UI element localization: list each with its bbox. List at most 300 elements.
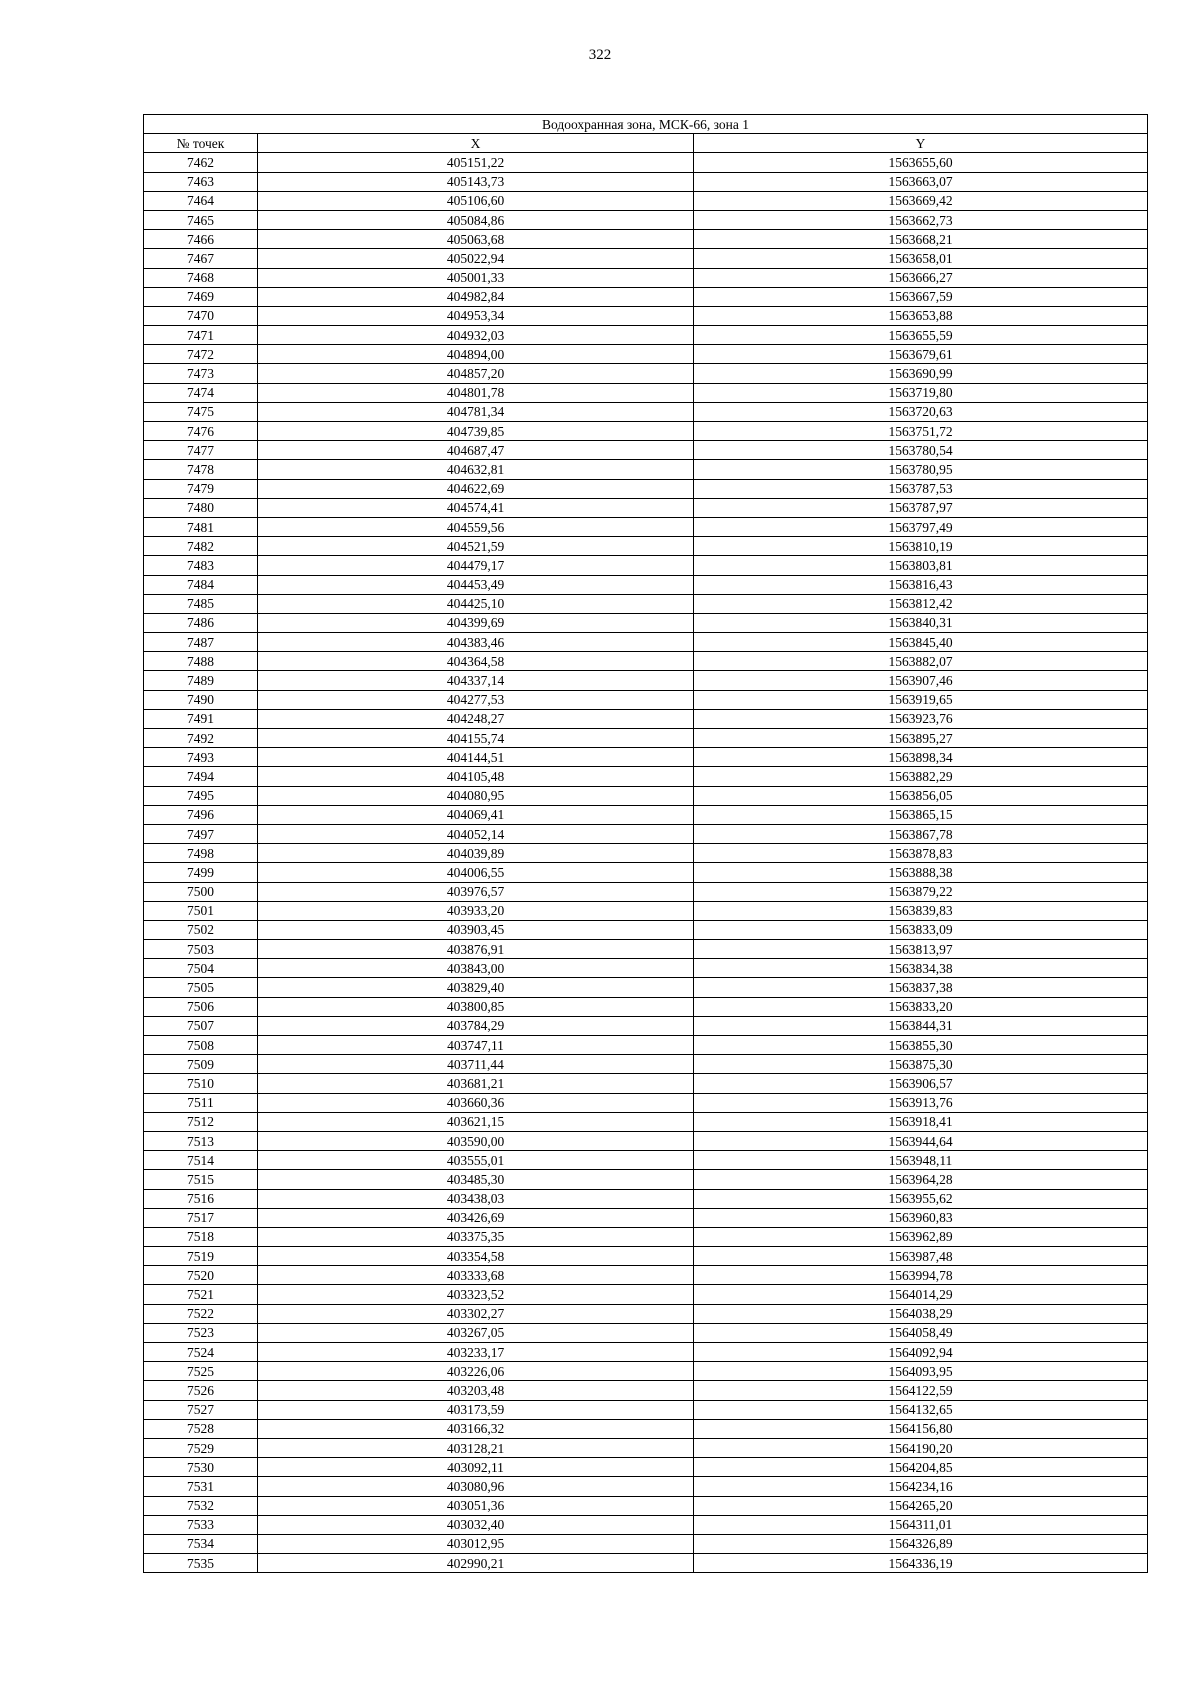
cell-y: 1563844,31 bbox=[694, 1016, 1148, 1035]
cell-y: 1563719,80 bbox=[694, 383, 1148, 402]
cell-y: 1563666,27 bbox=[694, 268, 1148, 287]
cell-point-number: 7499 bbox=[144, 863, 258, 882]
cell-y: 1563895,27 bbox=[694, 729, 1148, 748]
cell-x: 403843,00 bbox=[258, 959, 694, 978]
cell-point-number: 7479 bbox=[144, 479, 258, 498]
cell-y: 1564156,80 bbox=[694, 1419, 1148, 1438]
table-row bbox=[144, 498, 1148, 517]
cell-point-number: 7483 bbox=[144, 556, 258, 575]
cell-y: 1563780,54 bbox=[694, 441, 1148, 460]
cell-x: 403976,57 bbox=[258, 882, 694, 901]
cell-y: 1563960,83 bbox=[694, 1208, 1148, 1227]
table-row bbox=[144, 1477, 1148, 1496]
cell-y: 1563855,30 bbox=[694, 1036, 1148, 1055]
coordinates-table bbox=[143, 114, 1148, 1573]
table-row bbox=[144, 191, 1148, 210]
table-row bbox=[144, 1458, 1148, 1477]
cell-x: 405151,22 bbox=[258, 153, 694, 172]
table-row bbox=[144, 767, 1148, 786]
cell-point-number: 7527 bbox=[144, 1400, 258, 1419]
cell-x: 403323,52 bbox=[258, 1285, 694, 1304]
table-row bbox=[144, 690, 1148, 709]
cell-x: 403800,85 bbox=[258, 997, 694, 1016]
table-row bbox=[144, 1151, 1148, 1170]
cell-y: 1563813,97 bbox=[694, 940, 1148, 959]
column-header-point-number: № точек bbox=[144, 134, 258, 153]
table-row bbox=[144, 1304, 1148, 1323]
cell-x: 404052,14 bbox=[258, 824, 694, 843]
cell-point-number: 7470 bbox=[144, 306, 258, 325]
table-row bbox=[144, 594, 1148, 613]
cell-x: 403590,00 bbox=[258, 1131, 694, 1150]
cell-y: 1563962,89 bbox=[694, 1227, 1148, 1246]
cell-x: 403784,29 bbox=[258, 1016, 694, 1035]
cell-point-number: 7469 bbox=[144, 287, 258, 306]
cell-point-number: 7485 bbox=[144, 594, 258, 613]
cell-point-number: 7525 bbox=[144, 1362, 258, 1381]
cell-y: 1564265,20 bbox=[694, 1496, 1148, 1515]
cell-x: 404559,56 bbox=[258, 517, 694, 536]
table-row bbox=[144, 402, 1148, 421]
table-row bbox=[144, 1285, 1148, 1304]
cell-point-number: 7530 bbox=[144, 1458, 258, 1477]
table-row bbox=[144, 940, 1148, 959]
cell-point-number: 7518 bbox=[144, 1227, 258, 1246]
table-row bbox=[144, 1093, 1148, 1112]
cell-y: 1563833,20 bbox=[694, 997, 1148, 1016]
table-row bbox=[144, 1266, 1148, 1285]
cell-y: 1564336,19 bbox=[694, 1554, 1148, 1573]
cell-point-number: 7523 bbox=[144, 1323, 258, 1342]
cell-y: 1563690,99 bbox=[694, 364, 1148, 383]
table-row bbox=[144, 824, 1148, 843]
cell-x: 403621,15 bbox=[258, 1112, 694, 1131]
cell-point-number: 7498 bbox=[144, 844, 258, 863]
cell-y: 1563840,31 bbox=[694, 613, 1148, 632]
cell-y: 1563655,59 bbox=[694, 326, 1148, 345]
cell-point-number: 7490 bbox=[144, 690, 258, 709]
table-body bbox=[144, 153, 1148, 1573]
cell-x: 404337,14 bbox=[258, 671, 694, 690]
cell-y: 1563923,76 bbox=[694, 709, 1148, 728]
table-row bbox=[144, 287, 1148, 306]
table-row bbox=[144, 383, 1148, 402]
cell-x: 404953,34 bbox=[258, 306, 694, 325]
cell-x: 403226,06 bbox=[258, 1362, 694, 1381]
cell-point-number: 7506 bbox=[144, 997, 258, 1016]
table-row bbox=[144, 1400, 1148, 1419]
table-row bbox=[144, 1496, 1148, 1515]
table-row bbox=[144, 1534, 1148, 1553]
table-row bbox=[144, 249, 1148, 268]
table-title-row bbox=[144, 115, 1148, 134]
table-row bbox=[144, 1554, 1148, 1573]
cell-point-number: 7503 bbox=[144, 940, 258, 959]
table-row bbox=[144, 978, 1148, 997]
cell-x: 404248,27 bbox=[258, 709, 694, 728]
cell-x: 403166,32 bbox=[258, 1419, 694, 1438]
cell-point-number: 7509 bbox=[144, 1055, 258, 1074]
table-row bbox=[144, 479, 1148, 498]
table-row bbox=[144, 364, 1148, 383]
cell-x: 403660,36 bbox=[258, 1093, 694, 1112]
cell-x: 404801,78 bbox=[258, 383, 694, 402]
table-row bbox=[144, 1227, 1148, 1246]
table-row bbox=[144, 920, 1148, 939]
cell-point-number: 7488 bbox=[144, 652, 258, 671]
table-row bbox=[144, 805, 1148, 824]
cell-point-number: 7484 bbox=[144, 575, 258, 594]
table-row bbox=[144, 997, 1148, 1016]
table-row bbox=[144, 1381, 1148, 1400]
cell-point-number: 7531 bbox=[144, 1477, 258, 1496]
table-row bbox=[144, 844, 1148, 863]
cell-point-number: 7482 bbox=[144, 537, 258, 556]
cell-y: 1563898,34 bbox=[694, 748, 1148, 767]
cell-y: 1563875,30 bbox=[694, 1055, 1148, 1074]
cell-point-number: 7466 bbox=[144, 230, 258, 249]
cell-x: 404069,41 bbox=[258, 805, 694, 824]
cell-y: 1563955,62 bbox=[694, 1189, 1148, 1208]
cell-point-number: 7515 bbox=[144, 1170, 258, 1189]
table-row bbox=[144, 268, 1148, 287]
cell-point-number: 7481 bbox=[144, 517, 258, 536]
cell-x: 402990,21 bbox=[258, 1554, 694, 1573]
table-row bbox=[144, 1515, 1148, 1534]
table-row bbox=[144, 748, 1148, 767]
table-row bbox=[144, 729, 1148, 748]
cell-y: 1563797,49 bbox=[694, 517, 1148, 536]
cell-y: 1563787,53 bbox=[694, 479, 1148, 498]
cell-point-number: 7480 bbox=[144, 498, 258, 517]
cell-point-number: 7474 bbox=[144, 383, 258, 402]
cell-x: 404155,74 bbox=[258, 729, 694, 748]
cell-x: 403333,68 bbox=[258, 1266, 694, 1285]
cell-point-number: 7491 bbox=[144, 709, 258, 728]
cell-point-number: 7513 bbox=[144, 1131, 258, 1150]
cell-y: 1563865,15 bbox=[694, 805, 1148, 824]
table-row bbox=[144, 959, 1148, 978]
table-row bbox=[144, 422, 1148, 441]
cell-point-number: 7462 bbox=[144, 153, 258, 172]
cell-point-number: 7519 bbox=[144, 1247, 258, 1266]
cell-point-number: 7500 bbox=[144, 882, 258, 901]
cell-point-number: 7496 bbox=[144, 805, 258, 824]
cell-x: 403032,40 bbox=[258, 1515, 694, 1534]
cell-x: 403302,27 bbox=[258, 1304, 694, 1323]
cell-x: 403012,95 bbox=[258, 1534, 694, 1553]
cell-y: 1563888,38 bbox=[694, 863, 1148, 882]
cell-x: 403876,91 bbox=[258, 940, 694, 959]
cell-x: 404383,46 bbox=[258, 633, 694, 652]
table-row bbox=[144, 210, 1148, 229]
table-row bbox=[144, 1208, 1148, 1227]
cell-x: 403426,69 bbox=[258, 1208, 694, 1227]
cell-y: 1563816,43 bbox=[694, 575, 1148, 594]
cell-point-number: 7507 bbox=[144, 1016, 258, 1035]
cell-point-number: 7502 bbox=[144, 920, 258, 939]
cell-point-number: 7493 bbox=[144, 748, 258, 767]
cell-point-number: 7505 bbox=[144, 978, 258, 997]
cell-x: 404574,41 bbox=[258, 498, 694, 517]
cell-y: 1563834,38 bbox=[694, 959, 1148, 978]
cell-y: 1563837,38 bbox=[694, 978, 1148, 997]
cell-point-number: 7478 bbox=[144, 460, 258, 479]
cell-x: 403203,48 bbox=[258, 1381, 694, 1400]
cell-point-number: 7473 bbox=[144, 364, 258, 383]
cell-point-number: 7532 bbox=[144, 1496, 258, 1515]
cell-point-number: 7495 bbox=[144, 786, 258, 805]
cell-point-number: 7535 bbox=[144, 1554, 258, 1573]
table-row bbox=[144, 633, 1148, 652]
cell-x: 404857,20 bbox=[258, 364, 694, 383]
cell-x: 404039,89 bbox=[258, 844, 694, 863]
cell-x: 403933,20 bbox=[258, 901, 694, 920]
table-row bbox=[144, 709, 1148, 728]
cell-x: 404277,53 bbox=[258, 690, 694, 709]
table-row bbox=[144, 863, 1148, 882]
cell-x: 403051,36 bbox=[258, 1496, 694, 1515]
cell-x: 404687,47 bbox=[258, 441, 694, 460]
cell-x: 404982,84 bbox=[258, 287, 694, 306]
table-row bbox=[144, 345, 1148, 364]
cell-y: 1563845,40 bbox=[694, 633, 1148, 652]
cell-y: 1563720,63 bbox=[694, 402, 1148, 421]
cell-y: 1564326,89 bbox=[694, 1534, 1148, 1553]
table-row bbox=[144, 575, 1148, 594]
cell-y: 1563668,21 bbox=[694, 230, 1148, 249]
cell-x: 404006,55 bbox=[258, 863, 694, 882]
cell-point-number: 7526 bbox=[144, 1381, 258, 1400]
cell-point-number: 7492 bbox=[144, 729, 258, 748]
cell-x: 403829,40 bbox=[258, 978, 694, 997]
cell-point-number: 7524 bbox=[144, 1343, 258, 1362]
table-row bbox=[144, 1362, 1148, 1381]
cell-x: 403092,11 bbox=[258, 1458, 694, 1477]
cell-point-number: 7514 bbox=[144, 1151, 258, 1170]
cell-y: 1563669,42 bbox=[694, 191, 1148, 210]
table-row bbox=[144, 652, 1148, 671]
cell-point-number: 7521 bbox=[144, 1285, 258, 1304]
cell-x: 404894,00 bbox=[258, 345, 694, 364]
cell-y: 1564132,65 bbox=[694, 1400, 1148, 1419]
cell-y: 1563882,29 bbox=[694, 767, 1148, 786]
cell-point-number: 7487 bbox=[144, 633, 258, 652]
table-row bbox=[144, 1131, 1148, 1150]
cell-x: 405022,94 bbox=[258, 249, 694, 268]
cell-y: 1563803,81 bbox=[694, 556, 1148, 575]
table-row bbox=[144, 1112, 1148, 1131]
cell-y: 1564093,95 bbox=[694, 1362, 1148, 1381]
cell-point-number: 7501 bbox=[144, 901, 258, 920]
cell-x: 405106,60 bbox=[258, 191, 694, 210]
cell-x: 403267,05 bbox=[258, 1323, 694, 1342]
cell-y: 1563653,88 bbox=[694, 306, 1148, 325]
cell-y: 1563878,83 bbox=[694, 844, 1148, 863]
table-row bbox=[144, 901, 1148, 920]
cell-point-number: 7465 bbox=[144, 210, 258, 229]
cell-y: 1564234,16 bbox=[694, 1477, 1148, 1496]
cell-y: 1563780,95 bbox=[694, 460, 1148, 479]
cell-point-number: 7497 bbox=[144, 824, 258, 843]
cell-point-number: 7471 bbox=[144, 326, 258, 345]
cell-x: 405084,86 bbox=[258, 210, 694, 229]
cell-x: 404080,95 bbox=[258, 786, 694, 805]
cell-x: 403681,21 bbox=[258, 1074, 694, 1093]
cell-y: 1563879,22 bbox=[694, 882, 1148, 901]
cell-y: 1563994,78 bbox=[694, 1266, 1148, 1285]
cell-y: 1563918,41 bbox=[694, 1112, 1148, 1131]
cell-x: 403233,17 bbox=[258, 1343, 694, 1362]
table-row bbox=[144, 1438, 1148, 1457]
cell-y: 1563679,61 bbox=[694, 345, 1148, 364]
cell-point-number: 7472 bbox=[144, 345, 258, 364]
cell-point-number: 7512 bbox=[144, 1112, 258, 1131]
column-header-y: Y bbox=[694, 134, 1148, 153]
cell-y: 1564058,49 bbox=[694, 1323, 1148, 1342]
table-row bbox=[144, 153, 1148, 172]
table-row bbox=[144, 1074, 1148, 1093]
cell-y: 1563663,07 bbox=[694, 172, 1148, 191]
column-header-x: X bbox=[258, 134, 694, 153]
cell-x: 403747,11 bbox=[258, 1036, 694, 1055]
table-row bbox=[144, 556, 1148, 575]
table-row bbox=[144, 1323, 1148, 1342]
table-row bbox=[144, 671, 1148, 690]
table-header-row bbox=[144, 134, 1148, 153]
cell-y: 1563667,59 bbox=[694, 287, 1148, 306]
cell-y: 1563867,78 bbox=[694, 824, 1148, 843]
cell-point-number: 7533 bbox=[144, 1515, 258, 1534]
cell-x: 404521,59 bbox=[258, 537, 694, 556]
cell-point-number: 7520 bbox=[144, 1266, 258, 1285]
cell-y: 1564122,59 bbox=[694, 1381, 1148, 1400]
table-row bbox=[144, 882, 1148, 901]
table-row bbox=[144, 230, 1148, 249]
cell-point-number: 7508 bbox=[144, 1036, 258, 1055]
cell-x: 405001,33 bbox=[258, 268, 694, 287]
cell-point-number: 7517 bbox=[144, 1208, 258, 1227]
cell-y: 1563658,01 bbox=[694, 249, 1148, 268]
cell-point-number: 7486 bbox=[144, 613, 258, 632]
cell-x: 404632,81 bbox=[258, 460, 694, 479]
table-row bbox=[144, 1419, 1148, 1438]
cell-y: 1563812,42 bbox=[694, 594, 1148, 613]
cell-x: 405143,73 bbox=[258, 172, 694, 191]
table-row bbox=[144, 1247, 1148, 1266]
cell-x: 403485,30 bbox=[258, 1170, 694, 1189]
table-row bbox=[144, 517, 1148, 536]
cell-x: 403711,44 bbox=[258, 1055, 694, 1074]
table-row bbox=[144, 1016, 1148, 1035]
cell-y: 1563906,57 bbox=[694, 1074, 1148, 1093]
table-row bbox=[144, 1343, 1148, 1362]
table-row bbox=[144, 613, 1148, 632]
cell-x: 404479,17 bbox=[258, 556, 694, 575]
cell-point-number: 7534 bbox=[144, 1534, 258, 1553]
cell-point-number: 7477 bbox=[144, 441, 258, 460]
cell-x: 403903,45 bbox=[258, 920, 694, 939]
table-row bbox=[144, 786, 1148, 805]
table-row bbox=[144, 460, 1148, 479]
cell-point-number: 7494 bbox=[144, 767, 258, 786]
cell-y: 1563833,09 bbox=[694, 920, 1148, 939]
cell-y: 1563751,72 bbox=[694, 422, 1148, 441]
cell-y: 1564204,85 bbox=[694, 1458, 1148, 1477]
cell-y: 1563987,48 bbox=[694, 1247, 1148, 1266]
table-row bbox=[144, 1170, 1148, 1189]
cell-x: 404453,49 bbox=[258, 575, 694, 594]
cell-y: 1563655,60 bbox=[694, 153, 1148, 172]
cell-y: 1563964,28 bbox=[694, 1170, 1148, 1189]
cell-y: 1564311,01 bbox=[694, 1515, 1148, 1534]
cell-point-number: 7516 bbox=[144, 1189, 258, 1208]
cell-x: 404932,03 bbox=[258, 326, 694, 345]
cell-x: 403375,35 bbox=[258, 1227, 694, 1246]
cell-point-number: 7467 bbox=[144, 249, 258, 268]
cell-point-number: 7529 bbox=[144, 1438, 258, 1457]
cell-point-number: 7475 bbox=[144, 402, 258, 421]
cell-y: 1563913,76 bbox=[694, 1093, 1148, 1112]
cell-y: 1563662,73 bbox=[694, 210, 1148, 229]
cell-x: 404622,69 bbox=[258, 479, 694, 498]
table-row bbox=[144, 537, 1148, 556]
cell-y: 1564190,20 bbox=[694, 1438, 1148, 1457]
cell-y: 1563839,83 bbox=[694, 901, 1148, 920]
cell-x: 403354,58 bbox=[258, 1247, 694, 1266]
table-row bbox=[144, 326, 1148, 345]
cell-point-number: 7511 bbox=[144, 1093, 258, 1112]
cell-x: 405063,68 bbox=[258, 230, 694, 249]
cell-x: 404739,85 bbox=[258, 422, 694, 441]
table-row bbox=[144, 1036, 1148, 1055]
cell-y: 1563919,65 bbox=[694, 690, 1148, 709]
cell-point-number: 7489 bbox=[144, 671, 258, 690]
cell-point-number: 7510 bbox=[144, 1074, 258, 1093]
cell-y: 1564038,29 bbox=[694, 1304, 1148, 1323]
cell-y: 1563856,05 bbox=[694, 786, 1148, 805]
table-row bbox=[144, 1055, 1148, 1074]
cell-point-number: 7522 bbox=[144, 1304, 258, 1323]
cell-point-number: 7528 bbox=[144, 1419, 258, 1438]
cell-y: 1563907,46 bbox=[694, 671, 1148, 690]
cell-x: 403555,01 bbox=[258, 1151, 694, 1170]
cell-y: 1564092,94 bbox=[694, 1343, 1148, 1362]
cell-x: 404105,48 bbox=[258, 767, 694, 786]
cell-y: 1564014,29 bbox=[694, 1285, 1148, 1304]
cell-y: 1563944,64 bbox=[694, 1131, 1148, 1150]
table-row bbox=[144, 306, 1148, 325]
cell-point-number: 7504 bbox=[144, 959, 258, 978]
cell-point-number: 7463 bbox=[144, 172, 258, 191]
cell-point-number: 7476 bbox=[144, 422, 258, 441]
cell-x: 404364,58 bbox=[258, 652, 694, 671]
cell-point-number: 7464 bbox=[144, 191, 258, 210]
table-row bbox=[144, 441, 1148, 460]
table-title: Водоохранная зона, МСК-66, зона 1 bbox=[144, 115, 1148, 134]
cell-point-number: 7468 bbox=[144, 268, 258, 287]
page-number: 322 bbox=[588, 47, 612, 63]
table-row bbox=[144, 1189, 1148, 1208]
cell-y: 1563948,11 bbox=[694, 1151, 1148, 1170]
cell-x: 404425,10 bbox=[258, 594, 694, 613]
cell-y: 1563810,19 bbox=[694, 537, 1148, 556]
cell-x: 403173,59 bbox=[258, 1400, 694, 1419]
cell-x: 403080,96 bbox=[258, 1477, 694, 1496]
cell-x: 403128,21 bbox=[258, 1438, 694, 1457]
cell-x: 404144,51 bbox=[258, 748, 694, 767]
cell-y: 1563787,97 bbox=[694, 498, 1148, 517]
